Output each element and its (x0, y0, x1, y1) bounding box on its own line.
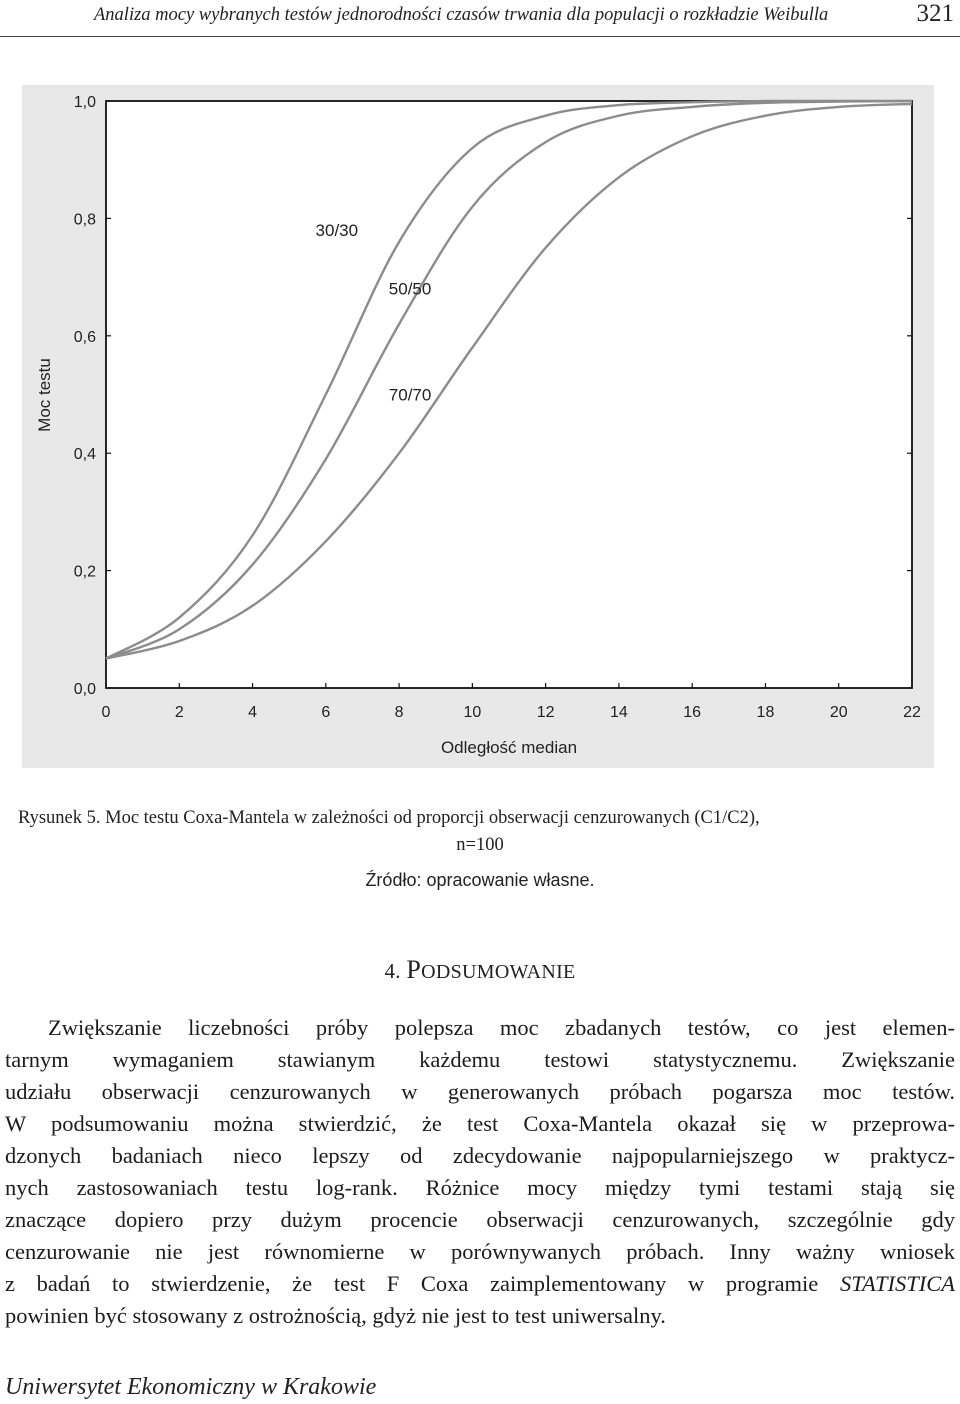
author-affiliation: Uniwersytet Ekonomiczny w Krakowie (5, 1374, 377, 1400)
x-tick-label: 12 (536, 704, 555, 721)
section-number: 4. (384, 959, 401, 983)
section-heading (0, 955, 960, 985)
y-axis-title-group (35, 358, 54, 432)
y-tick-label: 1,0 (73, 94, 96, 111)
x-tick-label: 4 (248, 704, 257, 721)
body-line-2: tarnym wymaganiem stawianym każdemu testowi statystycznemu. Zwiększanie (5, 1047, 955, 1072)
page-number: 321 (916, 0, 954, 27)
x-tick-label: 18 (756, 704, 775, 721)
body-line-10: powinien być stosowany z ostrożnością, gdyż nie jest to test uniwersalny. (5, 1303, 666, 1328)
header-rule (0, 36, 960, 37)
figure-panel (22, 85, 934, 768)
figure-caption-continued: n=100 (456, 835, 504, 855)
series-label-50-50: 50/50 (388, 279, 432, 299)
x-tick-label: 0 (101, 704, 111, 721)
body-line-7: znaczące dopiero przy dużym procencie obserwacji cenzurowanych, szczególnie gdy (5, 1207, 955, 1232)
section-title-initial: P (406, 955, 422, 984)
y-tick-label: 0,8 (73, 211, 96, 229)
y-tick-label: 0,4 (73, 446, 96, 464)
x-tick-label: 10 (463, 704, 482, 721)
y-tick-label: 0,0 (73, 681, 96, 698)
body-line-8: cenzurowanie nie jest równomierne w porównywanych próbach. Inny ważny wniosek (5, 1239, 955, 1264)
x-tick-label: 8 (394, 704, 404, 721)
x-tick-label: 22 (903, 704, 921, 721)
figure-source: Źródło: opracowanie własne. (365, 870, 595, 890)
series-label-30-30: 30/30 (315, 221, 359, 241)
y-tick-label: 0,2 (73, 563, 96, 581)
running-title: Analiza mocy wybranych testów jednorodności czasów trwania dla populacji o rozkładzie Weibulla (94, 5, 829, 25)
x-tick-label: 20 (829, 704, 848, 721)
body-line-5: dzonych badaniach nieco lepszy od zdecydowanie najpopularniejszego w praktycz- (5, 1143, 955, 1168)
body-line-4: W podsumowaniu można stwierdzić, że test Coxa-Mantela okazał się w przeprowa- (5, 1111, 955, 1136)
body-line-6: nych zastosowaniach testu log-rank. Różnice mocy między tymi testami stają się (5, 1175, 955, 1200)
x-tick-label: 2 (174, 704, 184, 721)
body-line-1: Zwiększanie liczebności próby polepsza moc zbadanych testów, co jest elemen- (48, 1015, 955, 1040)
section-title-rest: ODSUMOWANIE (421, 961, 576, 983)
software-name: STATISTICA (839, 1271, 955, 1296)
y-tick-label: 0,6 (73, 328, 96, 346)
plot-area (106, 101, 912, 688)
y-axis-title: Moc testu (35, 358, 54, 432)
x-tick-label: 16 (683, 704, 702, 721)
body-line-3: udziału obserwacji cenzurowanych w generowanych próbach pogarsza moc testów. (5, 1079, 955, 1104)
body-line-9: z badań to stwierdzenie, że test F Coxa zaimplementowany w programie STATISTICA (5, 1271, 955, 1296)
running-header (0, 0, 960, 40)
series-label-70-70: 70/70 (388, 385, 432, 405)
power-chart (22, 85, 934, 768)
x-tick-label: 14 (610, 704, 628, 721)
x-axis-title: Odległość median (440, 738, 578, 757)
x-tick-label: 6 (321, 704, 331, 721)
figure-caption: Rysunek 5. Moc testu Coxa-Mantela w zależności od proporcji obserwacji cenzurowanych (C1/C2), (18, 808, 760, 828)
